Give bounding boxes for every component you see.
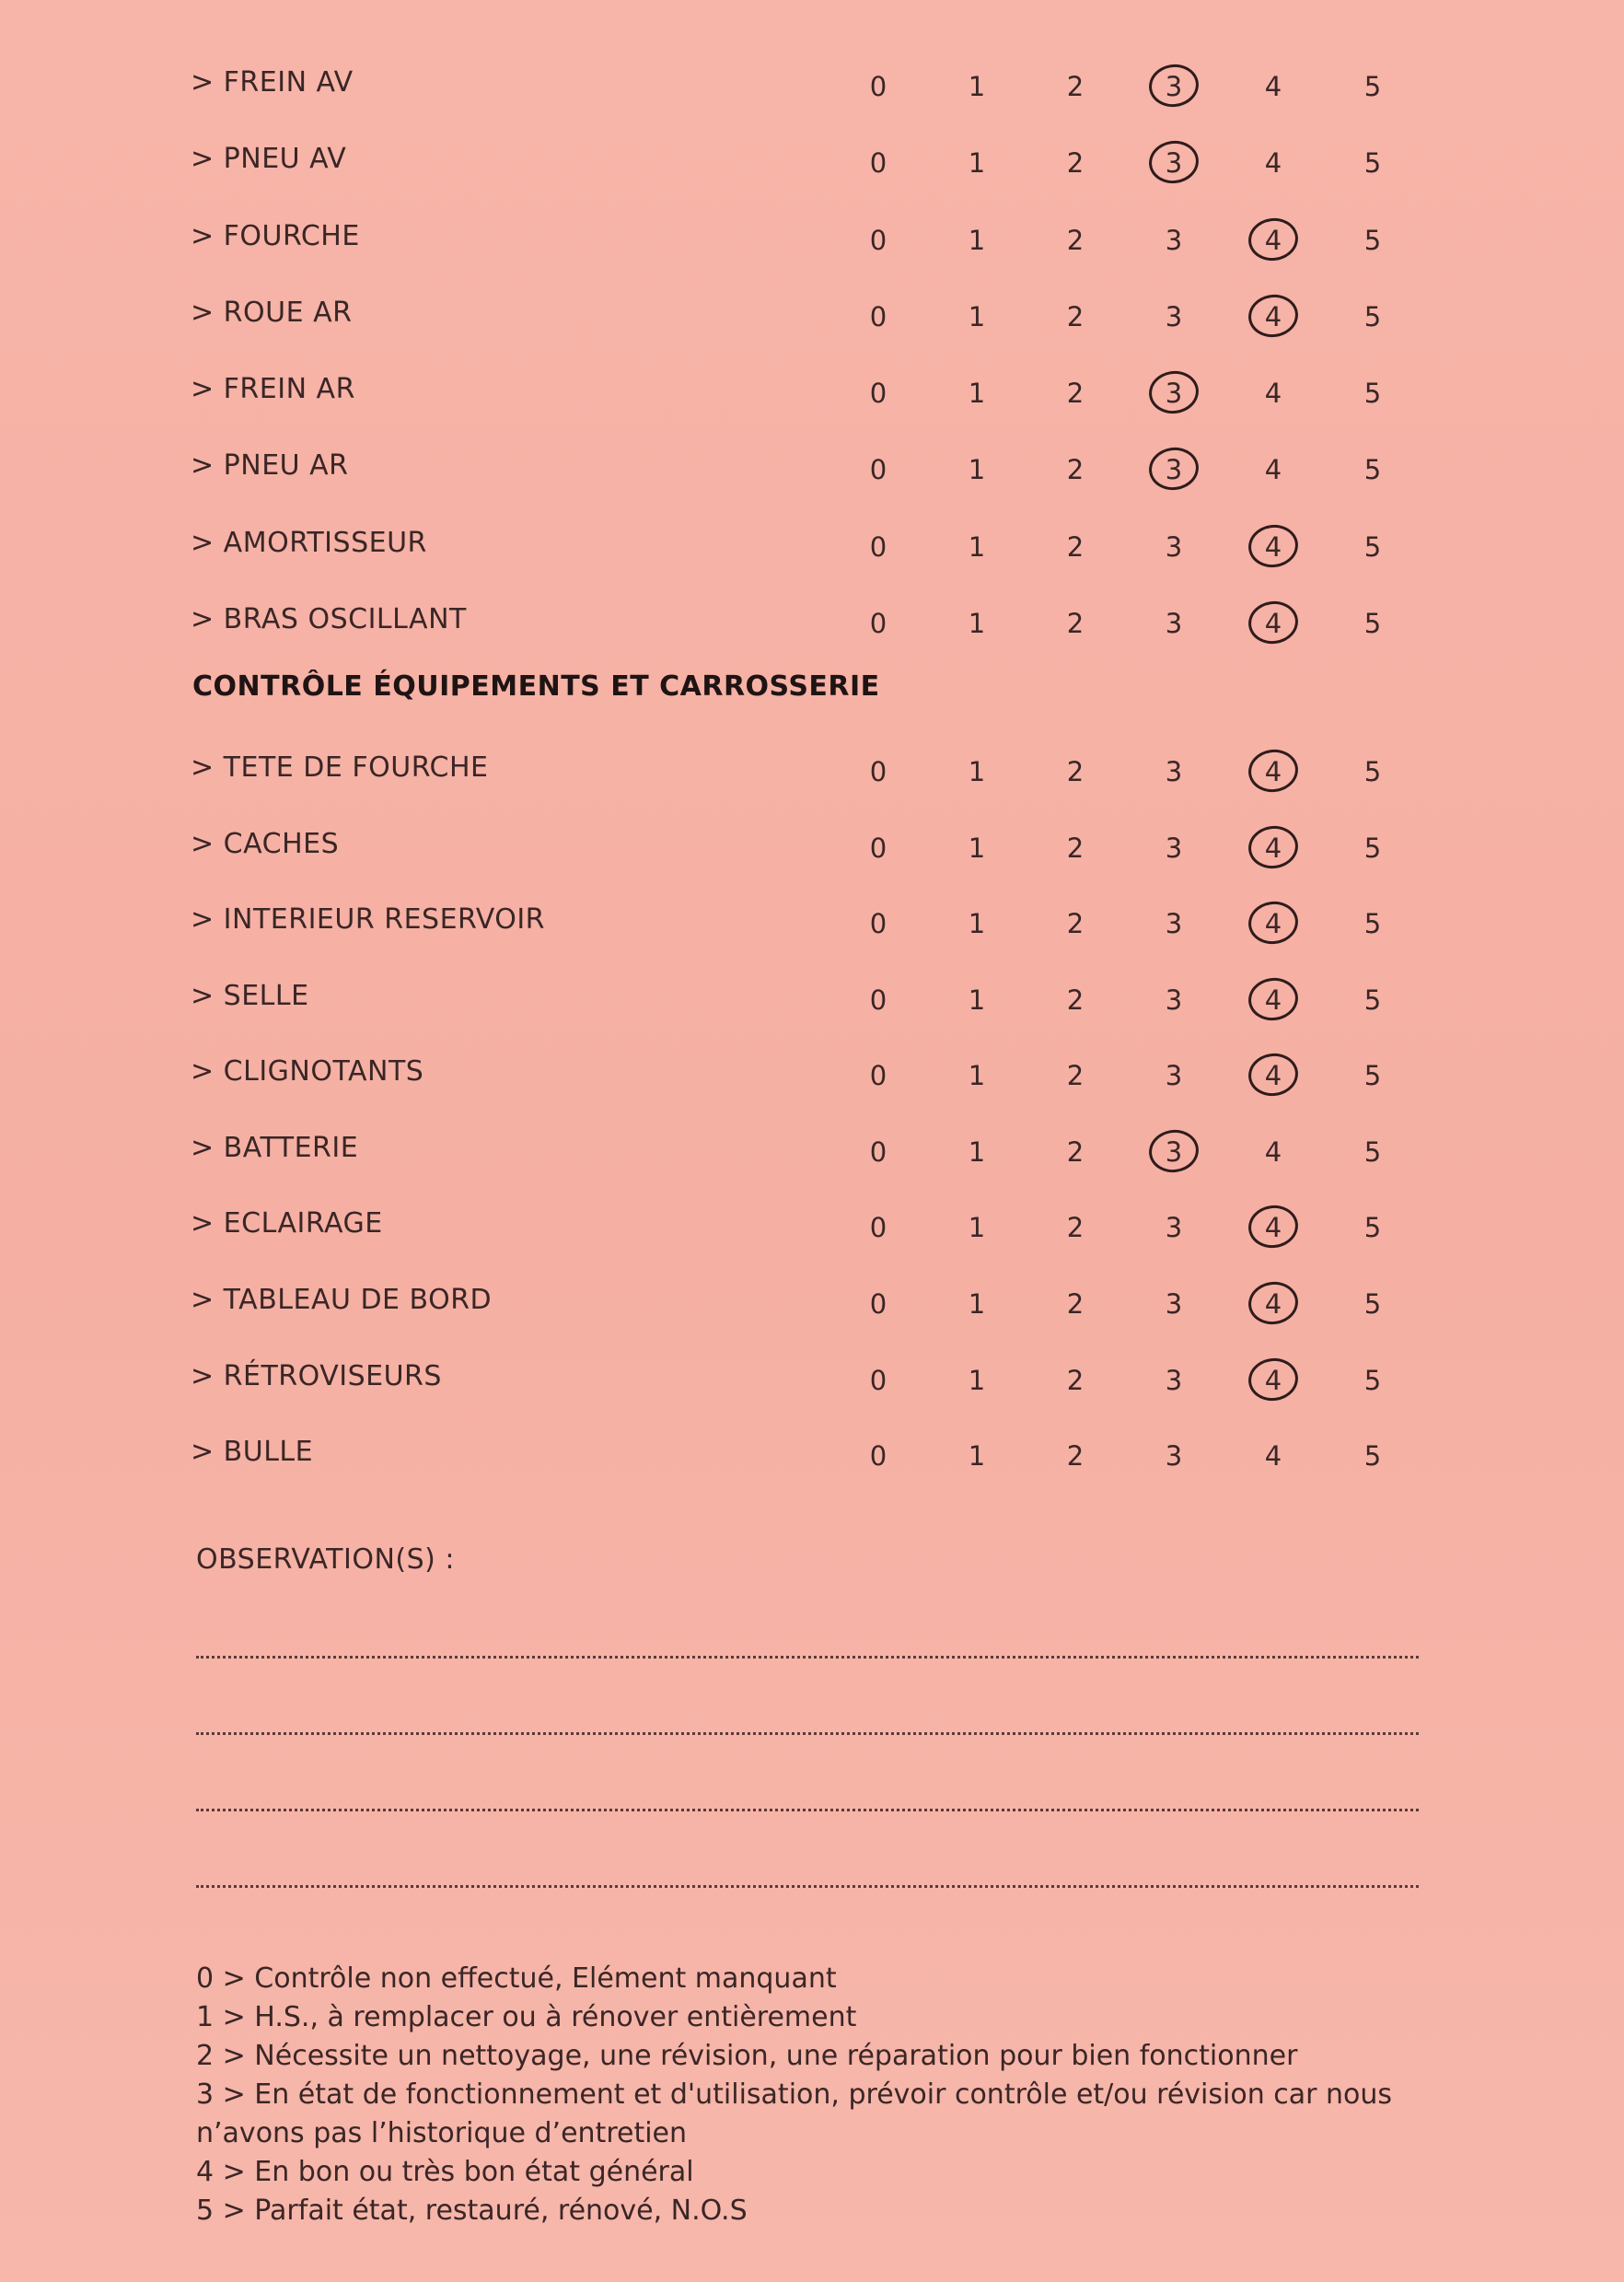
score-value: 2	[1066, 1212, 1085, 1243]
score-value: 4	[1264, 378, 1282, 409]
score-option-4[interactable]	[1241, 1050, 1305, 1101]
section-heading: CONTRÔLE ÉQUIPEMENTS ET CARROSSERIE	[192, 670, 880, 703]
inspection-row	[0, 209, 1624, 264]
score-option-5[interactable]	[1340, 215, 1405, 266]
score-value: 3	[1165, 378, 1183, 409]
score-option-1[interactable]	[945, 61, 1009, 112]
item-label: > PNEU AV	[191, 143, 347, 175]
score-value: 4	[1264, 147, 1282, 179]
score-value: 2	[1066, 531, 1085, 563]
score-option-2[interactable]	[1043, 61, 1108, 112]
circled-mark	[1246, 521, 1301, 570]
score-value: 4	[1264, 71, 1282, 102]
score-value: 0	[869, 608, 887, 639]
score-option-0[interactable]	[846, 291, 911, 343]
score-value: 0	[869, 1288, 887, 1320]
score-value: 5	[1363, 608, 1382, 639]
score-option-3[interactable]	[1142, 974, 1206, 1026]
score-option-2[interactable]	[1043, 1430, 1108, 1482]
score-value: 1	[968, 1365, 986, 1396]
score-option-4[interactable]	[1241, 61, 1305, 112]
score-option-3[interactable]	[1142, 137, 1206, 189]
score-value: 3	[1165, 147, 1183, 179]
score-value: 4	[1264, 531, 1282, 563]
score-value: 1	[968, 531, 986, 563]
score-value: 3	[1165, 908, 1183, 939]
score-option-2[interactable]	[1043, 1050, 1108, 1101]
item-label: > ROUE AR	[191, 297, 353, 329]
score-value: 5	[1363, 225, 1382, 256]
score-value: 2	[1066, 1365, 1085, 1396]
score-value: 1	[968, 1136, 986, 1168]
score-option-5[interactable]	[1340, 974, 1405, 1026]
score-value: 1	[968, 756, 986, 787]
score-option-1[interactable]	[945, 291, 1009, 343]
legend-item: 4 > En bon ou très bon état général	[196, 2156, 694, 2188]
score-value: 3	[1165, 454, 1183, 485]
circled-mark	[1246, 1278, 1301, 1327]
score-value: 4	[1264, 301, 1282, 332]
score-value: 0	[869, 225, 887, 256]
score-value: 1	[968, 301, 986, 332]
score-option-1[interactable]	[945, 822, 1009, 874]
score-value: 1	[968, 908, 986, 939]
score-option-1[interactable]	[945, 1430, 1009, 1482]
score-option-0[interactable]	[846, 137, 911, 189]
score-option-3[interactable]	[1142, 367, 1206, 419]
score-value: 4	[1264, 984, 1282, 1016]
score-value: 2	[1066, 378, 1085, 409]
score-value: 5	[1363, 908, 1382, 939]
score-value: 1	[968, 71, 986, 102]
inspection-row	[0, 1273, 1624, 1328]
inspection-row	[0, 1196, 1624, 1252]
score-option-3[interactable]	[1142, 444, 1206, 495]
score-option-3[interactable]	[1142, 1202, 1206, 1253]
score-value: 4	[1264, 832, 1282, 864]
score-option-0[interactable]	[846, 1202, 911, 1253]
score-value: 0	[869, 1440, 887, 1472]
legend-item: 1 > H.S., à remplacer ou à rénover entièrement	[196, 2001, 857, 2033]
score-value: 0	[869, 832, 887, 864]
legend-item: 0 > Contrôle non effectué, Elément manquant	[196, 1962, 837, 1995]
score-value: 5	[1363, 984, 1382, 1016]
score-option-5[interactable]	[1340, 521, 1405, 573]
score-option-2[interactable]	[1043, 215, 1108, 266]
inspection-row	[0, 1044, 1624, 1100]
score-value: 3	[1165, 1440, 1183, 1472]
score-value: 5	[1363, 1136, 1382, 1168]
score-option-3[interactable]	[1142, 1050, 1206, 1101]
inspection-row	[0, 285, 1624, 341]
score-value: 3	[1165, 756, 1183, 787]
score-value: 5	[1363, 378, 1382, 409]
score-option-1[interactable]	[945, 1126, 1009, 1178]
score-option-2[interactable]	[1043, 367, 1108, 419]
score-option-4[interactable]	[1241, 1126, 1305, 1178]
score-value: 1	[968, 225, 986, 256]
circled-mark	[1246, 215, 1301, 263]
inspection-row	[0, 740, 1624, 796]
score-value: 3	[1165, 1060, 1183, 1091]
score-value: 0	[869, 454, 887, 485]
score-value: 2	[1066, 1440, 1085, 1472]
score-option-2[interactable]	[1043, 822, 1108, 874]
score-option-4[interactable]	[1241, 822, 1305, 874]
inspection-row	[0, 1121, 1624, 1176]
score-option-4[interactable]	[1241, 898, 1305, 949]
score-value: 2	[1066, 984, 1085, 1016]
item-label: > AMORTISSEUR	[191, 527, 427, 559]
item-label: > BULLE	[191, 1436, 314, 1468]
inspection-row	[0, 969, 1624, 1024]
item-label: > ECLAIRAGE	[191, 1207, 383, 1240]
score-value: 5	[1363, 1288, 1382, 1320]
score-option-3[interactable]	[1142, 1430, 1206, 1482]
item-label: > BRAS OSCILLANT	[191, 603, 467, 635]
score-option-0[interactable]	[846, 746, 911, 798]
circled-mark	[1246, 1202, 1301, 1251]
score-option-2[interactable]	[1043, 1355, 1108, 1406]
score-option-1[interactable]	[945, 898, 1009, 949]
inspection-row	[0, 132, 1624, 187]
score-option-4[interactable]	[1241, 1355, 1305, 1406]
score-value: 1	[968, 1060, 986, 1091]
item-label: > FOURCHE	[191, 220, 360, 252]
score-option-2[interactable]	[1043, 974, 1108, 1026]
score-value: 2	[1066, 225, 1085, 256]
score-value: 5	[1363, 454, 1382, 485]
score-value: 4	[1264, 1440, 1282, 1472]
score-value: 2	[1066, 301, 1085, 332]
circled-mark	[1246, 291, 1301, 340]
score-value: 0	[869, 908, 887, 939]
score-option-1[interactable]	[945, 598, 1009, 649]
score-option-5[interactable]	[1340, 822, 1405, 874]
score-value: 5	[1363, 756, 1382, 787]
score-option-0[interactable]	[846, 1355, 911, 1406]
score-value: 5	[1363, 1212, 1382, 1243]
inspection-row	[0, 592, 1624, 647]
item-label: > CACHES	[191, 828, 340, 860]
score-option-0[interactable]	[846, 1278, 911, 1330]
item-label: > SELLE	[191, 980, 309, 1012]
inspection-row	[0, 362, 1624, 417]
score-option-2[interactable]	[1043, 746, 1108, 798]
score-option-4[interactable]	[1241, 1430, 1305, 1482]
score-value: 5	[1363, 531, 1382, 563]
item-label: > PNEU AR	[191, 449, 349, 482]
score-option-4[interactable]	[1241, 1278, 1305, 1330]
circled-mark	[1246, 746, 1301, 795]
score-option-5[interactable]	[1340, 1430, 1405, 1482]
circled-mark	[1146, 367, 1201, 416]
score-value: 4	[1264, 1288, 1282, 1320]
score-option-2[interactable]	[1043, 137, 1108, 189]
score-option-5[interactable]	[1340, 1202, 1405, 1253]
score-value: 0	[869, 71, 887, 102]
score-value: 1	[968, 608, 986, 639]
score-value: 4	[1264, 1212, 1282, 1243]
score-value: 5	[1363, 1365, 1382, 1396]
score-option-4[interactable]	[1241, 137, 1305, 189]
score-value: 0	[869, 1212, 887, 1243]
score-option-2[interactable]	[1043, 598, 1108, 649]
score-option-5[interactable]	[1340, 367, 1405, 419]
legend-item: 2 > Nécessite un nettoyage, une révision, une réparation pour bien fonctionner	[196, 2040, 1298, 2072]
score-option-5[interactable]	[1340, 444, 1405, 495]
score-value: 2	[1066, 454, 1085, 485]
score-option-1[interactable]	[945, 1202, 1009, 1253]
score-value: 1	[968, 984, 986, 1016]
score-value: 1	[968, 832, 986, 864]
score-value: 0	[869, 984, 887, 1016]
item-label: > INTERIEUR RESERVOIR	[191, 903, 546, 936]
score-value: 3	[1165, 301, 1183, 332]
score-option-0[interactable]	[846, 215, 911, 266]
inspection-row	[0, 1349, 1624, 1404]
score-option-5[interactable]	[1340, 61, 1405, 112]
score-option-2[interactable]	[1043, 1126, 1108, 1178]
score-option-5[interactable]	[1340, 1050, 1405, 1101]
score-option-5[interactable]	[1340, 898, 1405, 949]
score-value: 5	[1363, 147, 1382, 179]
score-option-2[interactable]	[1043, 1202, 1108, 1253]
score-option-4[interactable]	[1241, 1202, 1305, 1253]
score-option-2[interactable]	[1043, 521, 1108, 573]
score-value: 4	[1264, 454, 1282, 485]
score-value: 4	[1264, 608, 1282, 639]
score-value: 1	[968, 1212, 986, 1243]
score-option-0[interactable]	[846, 1050, 911, 1101]
score-value: 3	[1165, 984, 1183, 1016]
score-value: 4	[1264, 756, 1282, 787]
score-option-3[interactable]	[1142, 1278, 1206, 1330]
score-value: 2	[1066, 908, 1085, 939]
score-option-4[interactable]	[1241, 521, 1305, 573]
score-value: 3	[1165, 71, 1183, 102]
item-label: > RÉTROVISEURS	[191, 1360, 442, 1392]
score-option-0[interactable]	[846, 367, 911, 419]
score-option-3[interactable]	[1142, 1126, 1206, 1178]
score-value: 1	[968, 1440, 986, 1472]
score-value: 2	[1066, 147, 1085, 179]
score-value: 5	[1363, 1440, 1382, 1472]
score-option-0[interactable]	[846, 598, 911, 649]
score-option-5[interactable]	[1340, 1278, 1405, 1330]
score-option-5[interactable]	[1340, 598, 1405, 649]
score-option-2[interactable]	[1043, 898, 1108, 949]
score-option-1[interactable]	[945, 444, 1009, 495]
circled-mark	[1246, 1355, 1301, 1403]
score-option-1[interactable]	[945, 1355, 1009, 1406]
score-value: 4	[1264, 225, 1282, 256]
score-value: 0	[869, 531, 887, 563]
score-value: 2	[1066, 832, 1085, 864]
score-value: 3	[1165, 608, 1183, 639]
score-value: 5	[1363, 301, 1382, 332]
score-option-3[interactable]	[1142, 215, 1206, 266]
score-value: 2	[1066, 71, 1085, 102]
circled-mark	[1246, 1050, 1301, 1099]
score-option-0[interactable]	[846, 898, 911, 949]
circled-mark	[1246, 822, 1301, 871]
item-label: > TABLEAU DE BORD	[191, 1284, 493, 1316]
score-option-1[interactable]	[945, 1050, 1009, 1101]
inspection-row	[0, 817, 1624, 872]
legend-item: 3 > En état de fonctionnement et d'utilisation, prévoir contrôle et/ou révision car nous n’avons pas l’historique d’entretien	[196, 2078, 1393, 2149]
observation-line[interactable]	[196, 1885, 1419, 1888]
score-value: 0	[869, 1365, 887, 1396]
score-value: 2	[1066, 756, 1085, 787]
score-option-4[interactable]	[1241, 291, 1305, 343]
score-value: 0	[869, 147, 887, 179]
circled-mark	[1246, 598, 1301, 646]
score-value: 0	[869, 378, 887, 409]
circled-mark	[1146, 1126, 1201, 1175]
score-value: 5	[1363, 1060, 1382, 1091]
score-option-3[interactable]	[1142, 291, 1206, 343]
score-option-4[interactable]	[1241, 444, 1305, 495]
score-option-3[interactable]	[1142, 521, 1206, 573]
score-value: 5	[1363, 832, 1382, 864]
score-value: 2	[1066, 1136, 1085, 1168]
circled-mark	[1246, 898, 1301, 947]
item-label: > CLIGNOTANTS	[191, 1055, 424, 1088]
score-option-4[interactable]	[1241, 598, 1305, 649]
inspection-row	[0, 1425, 1624, 1480]
score-option-3[interactable]	[1142, 898, 1206, 949]
score-value: 4	[1264, 1060, 1282, 1091]
circled-mark	[1146, 444, 1201, 493]
score-value: 4	[1264, 908, 1282, 939]
score-option-3[interactable]	[1142, 598, 1206, 649]
score-option-4[interactable]	[1241, 215, 1305, 266]
score-option-0[interactable]	[846, 974, 911, 1026]
score-value: 2	[1066, 1060, 1085, 1091]
observation-line[interactable]	[196, 1809, 1419, 1811]
score-value: 3	[1165, 1288, 1183, 1320]
circled-mark	[1146, 137, 1201, 186]
circled-mark	[1146, 61, 1201, 110]
score-value: 3	[1165, 1212, 1183, 1243]
item-label: > TETE DE FOURCHE	[191, 751, 489, 784]
circled-mark	[1246, 974, 1301, 1023]
observation-line[interactable]	[196, 1732, 1419, 1735]
score-value: 3	[1165, 1136, 1183, 1168]
score-option-3[interactable]	[1142, 822, 1206, 874]
observations-title: OBSERVATION(S) :	[196, 1543, 455, 1576]
score-option-5[interactable]	[1340, 1355, 1405, 1406]
score-value: 0	[869, 1060, 887, 1091]
item-label: > BATTERIE	[191, 1132, 359, 1164]
score-value: 3	[1165, 531, 1183, 563]
score-option-3[interactable]	[1142, 1355, 1206, 1406]
score-option-1[interactable]	[945, 521, 1009, 573]
score-option-2[interactable]	[1043, 291, 1108, 343]
score-option-1[interactable]	[945, 215, 1009, 266]
score-value: 0	[869, 301, 887, 332]
score-value: 0	[869, 756, 887, 787]
score-value: 1	[968, 147, 986, 179]
inspection-row	[0, 55, 1624, 111]
rating-legend	[196, 1960, 1430, 2230]
score-value: 1	[968, 454, 986, 485]
score-value: 1	[968, 1288, 986, 1320]
legend-item: 5 > Parfait état, restauré, rénové, N.O.S	[196, 2195, 748, 2227]
score-value: 4	[1264, 1136, 1282, 1168]
score-option-1[interactable]	[945, 746, 1009, 798]
item-label: > FREIN AV	[191, 66, 354, 99]
score-option-0[interactable]	[846, 822, 911, 874]
score-option-2[interactable]	[1043, 444, 1108, 495]
score-option-3[interactable]	[1142, 746, 1206, 798]
score-option-1[interactable]	[945, 974, 1009, 1026]
score-value: 4	[1264, 1365, 1282, 1396]
item-label: > FREIN AR	[191, 373, 355, 405]
score-option-5[interactable]	[1340, 1126, 1405, 1178]
score-option-5[interactable]	[1340, 137, 1405, 189]
score-value: 3	[1165, 832, 1183, 864]
score-value: 1	[968, 378, 986, 409]
observation-line[interactable]	[196, 1656, 1419, 1659]
score-option-2[interactable]	[1043, 1278, 1108, 1330]
score-value: 3	[1165, 1365, 1183, 1396]
inspection-row	[0, 892, 1624, 948]
score-value: 2	[1066, 1288, 1085, 1320]
score-option-4[interactable]	[1241, 367, 1305, 419]
score-option-3[interactable]	[1142, 61, 1206, 112]
score-value: 0	[869, 1136, 887, 1168]
score-option-1[interactable]	[945, 367, 1009, 419]
score-option-1[interactable]	[945, 1278, 1009, 1330]
score-option-5[interactable]	[1340, 746, 1405, 798]
score-value: 3	[1165, 225, 1183, 256]
score-value: 2	[1066, 608, 1085, 639]
score-value: 5	[1363, 71, 1382, 102]
score-option-0[interactable]	[846, 1126, 911, 1178]
score-option-4[interactable]	[1241, 746, 1305, 798]
score-option-4[interactable]	[1241, 974, 1305, 1026]
score-option-5[interactable]	[1340, 291, 1405, 343]
score-option-0[interactable]	[846, 444, 911, 495]
score-option-0[interactable]	[846, 1430, 911, 1482]
score-option-0[interactable]	[846, 61, 911, 112]
inspection-row	[0, 438, 1624, 494]
score-option-0[interactable]	[846, 521, 911, 573]
score-option-1[interactable]	[945, 137, 1009, 189]
inspection-row	[0, 516, 1624, 571]
